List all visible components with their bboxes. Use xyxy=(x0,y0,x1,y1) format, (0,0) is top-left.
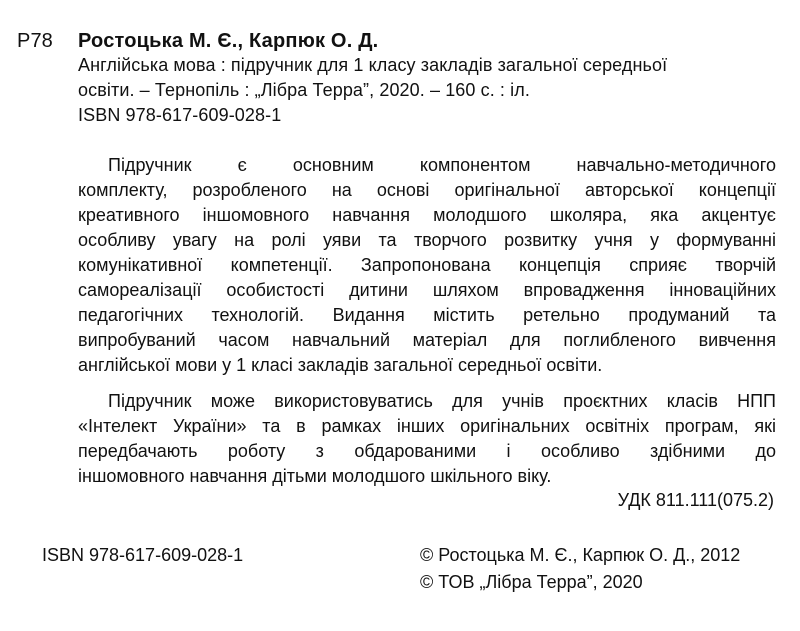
paragraph-line: англійської мови у 1 класі закладів загальної середньої освіти. xyxy=(78,355,603,375)
paragraph-line: випробуваний часом навчальний матеріал для поглибленого вивчення xyxy=(78,330,776,350)
footer-isbn: ISBN 978-617-609-028-1 xyxy=(42,545,244,565)
paragraph-line: особливу увагу на ролі уяви та творчого розвитку учня у формуванні xyxy=(78,230,776,250)
paragraph-line: «Інтелект України» та в рамках інших оригінальних освітніх програм, які xyxy=(78,416,776,436)
udc-code: УДК 811.111(075.2) xyxy=(617,490,774,510)
annotation-paragraph-1 xyxy=(78,153,776,378)
annotation-paragraph-2 xyxy=(78,389,776,489)
bibliographic-title-line: Англійська мова : підручник для 1 класу закладів загальної середньої xyxy=(78,55,668,75)
copyright-publisher: © ТОВ „Лібра Терра”, 2020 xyxy=(420,572,643,592)
paragraph-line: Підручник є основним компонентом навчально-методичного xyxy=(108,155,776,175)
bibliographic-publisher-line: освіти. – Тернопіль : „Лібра Терра”, 2020. – 160 с. : іл. xyxy=(78,80,530,100)
paragraph-line: креативного іншомовного навчання молодшого школяра, яка акцентує xyxy=(78,205,776,225)
paragraph-line: передбачають роботу з обдарованими і особливо здібними до xyxy=(78,441,776,461)
paragraph-line: педагогічних технологій. Видання містить ретельно продуманий та xyxy=(78,305,776,325)
paragraph-line: Підручник може використовуватись для учнів проєктних класів НПП xyxy=(108,391,776,411)
authors-heading: Ростоцька М. Є., Карпюк О. Д. xyxy=(78,30,379,52)
paragraph-line: іншомовного навчання дітьми молодшого шкільного віку. xyxy=(78,466,552,486)
library-code: Р78 xyxy=(17,30,53,52)
paragraph-line: комплекту, розробленого на основі оригінальної авторської концепції xyxy=(78,180,776,200)
paragraph-line: самореалізації особистості дитини шляхом впровадження інноваційних xyxy=(78,280,776,300)
copyright-authors: © Ростоцька М. Є., Карпюк О. Д., 2012 xyxy=(420,545,741,565)
bibliographic-isbn-line: ISBN 978-617-609-028-1 xyxy=(78,105,282,125)
paragraph-line: комунікативної компетенції. Запропонована концепція сприяє творчій xyxy=(78,255,776,275)
